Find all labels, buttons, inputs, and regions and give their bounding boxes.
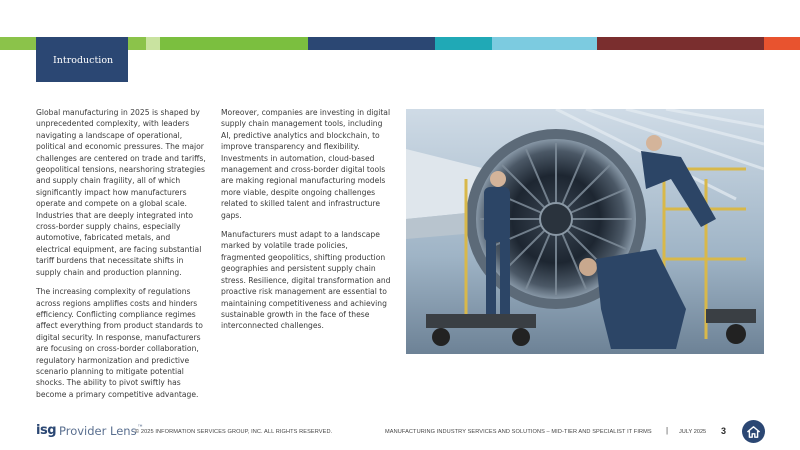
text-column-1 [36,107,206,408]
home-button[interactable] [742,420,765,443]
stripe-segment [435,37,492,50]
paragraph: Global manufacturing in 2025 is shaped by unprecedented complexity, with leaders navigating a landscape of operational, political and economic pressures. The major challenges are centered on trade and tariffs, geopolitical tensions, nearshoring strategies and supply chain fragility, all of which significantly impact how manufacturers operate and compete on a global scale. Industries that are deeply integrated into cross-border supply chains, especially automotive, fabricated metals, and electrical equipment, are facing substantial tariff burdens that necessitate shifts in supply chain and production planning. [36,108,206,277]
home-icon [747,426,760,438]
logo-provider-lens-text: Provider Lens [59,423,137,438]
stripe-segment [597,37,764,50]
jet-engine-illustration [406,109,764,354]
paragraph: Manufacturers must adapt to a landscape marked by volatile trade policies, fragmented geopolitics, shifting production geographies and persistent supply chain stress. Resilience, digital transformation and proactive risk management are essential to maintaining competitiveness and achieving sustainable growth in the face of these interconnected challenges. [221,230,391,331]
stripe-segment [492,37,597,50]
text-column-2 [221,107,391,340]
stripe-segment [128,37,146,50]
section-tab-label: Introduction [53,55,114,66]
jet-engine-photo [406,109,764,354]
paragraph: Moreover, companies are investing in digital supply chain management tools, including AI, predictive analytics and blockchain, to improve transparency and flexibility. Investments in automation, cloud-based management and cross-border digital tools are making regional manufacturing models more viable, despite ongoing challenges related to skilled talent and infrastructure gaps. [221,108,391,220]
page-number: 3 [721,426,727,436]
report-date: JULY 2025 [679,429,707,435]
stripe-segment [308,37,435,50]
logo-trademark: ™ [137,424,143,430]
stripe-segment [146,37,160,50]
paragraph: The increasing complexity of regulations across regions amplifies costs and hinders efficiency. Conflicting compliance regimes affect everything from product standards to digital security. In response, manufacturers are focusing on cross-border collaboration, regulatory harmonization and predictive scenario planning to mitigate potential shocks. The ability to pivot swiftly has become a primary competitive advantage. [36,287,203,399]
section-tab [36,37,128,82]
stripe-segment [764,37,800,50]
footer [0,415,800,450]
copyright-text: © 2025 INFORMATION SERVICES GROUP, INC. ALL RIGHTS RESERVED. [135,429,333,435]
isg-provider-lens-logo [36,423,143,438]
stripe-segment [160,37,308,50]
stripe-segment [0,37,36,50]
report-title: MANUFACTURING INDUSTRY SERVICES AND SOLUTIONS – MID-TIER AND SPECIALIST IT FIRMS [385,429,652,435]
logo-isg-text: isg [36,423,56,438]
footer-separator: | [666,426,669,435]
